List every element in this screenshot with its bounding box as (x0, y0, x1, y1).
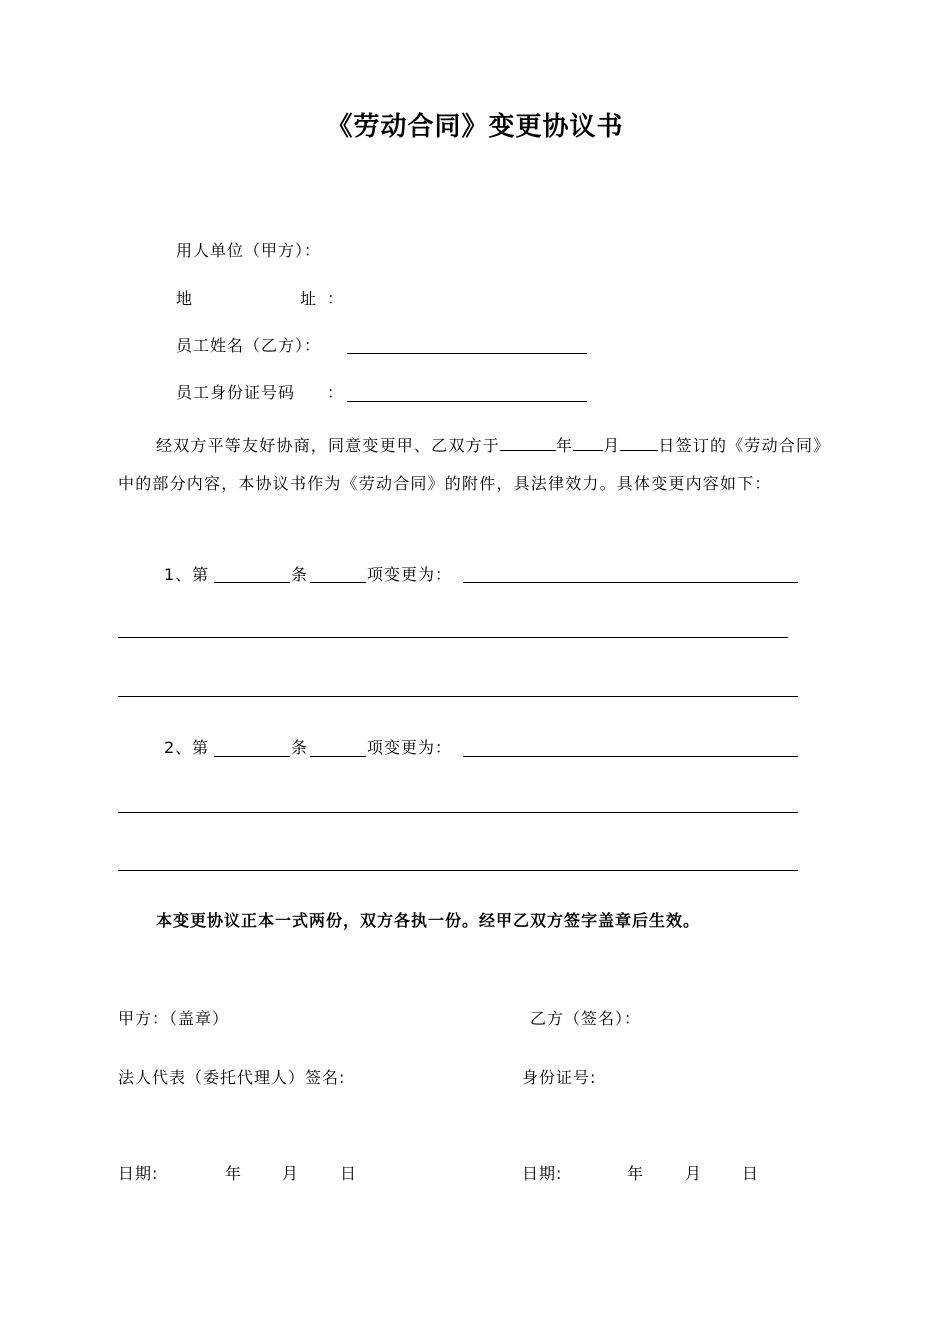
intro-year: 年 (556, 436, 574, 455)
item-2-change-line-2[interactable] (118, 812, 798, 813)
party-b-date-day: 日 (742, 1164, 760, 1183)
party-b-id-number-label: 身份证号: (522, 1068, 597, 1087)
item-2-change-line-3[interactable] (118, 870, 798, 871)
employee-id-label: 员工身份证号码 (176, 383, 296, 402)
intro-month: 月 (603, 436, 621, 455)
employee-id-colon: ： (327, 383, 345, 402)
item-1-number: 1、第 (164, 565, 210, 584)
address-label-second-char: 址 (300, 289, 318, 308)
item-1-change-line-2[interactable] (118, 637, 788, 638)
document-title: 《劳动合同》变更协议书 (326, 112, 624, 142)
party-b-signature-label: 乙方（签名）： (530, 1009, 642, 1028)
item-1-article-blank[interactable] (214, 582, 290, 583)
sign-year-blank[interactable] (500, 432, 556, 451)
party-a-date-day: 日 (340, 1164, 358, 1183)
item-2-clause-blank[interactable] (310, 756, 366, 757)
item-1-clause-label: 条 (291, 565, 309, 584)
legal-representative-label: 法人代表（委托代理人）签名: (118, 1068, 346, 1087)
item-2-number: 2、第 (164, 738, 210, 757)
intro-text-part1: 经双方平等友好协商，同意变更甲、乙双方于 (156, 436, 501, 455)
item-1-change-line-1[interactable] (463, 582, 798, 583)
item-1-change-line-3[interactable] (118, 696, 798, 697)
party-a-date-year: 年 (225, 1164, 243, 1183)
employee-name-label: 员工姓名（乙方）： (176, 336, 322, 355)
sign-day-blank[interactable] (620, 432, 658, 451)
party-b-date-year: 年 (627, 1164, 645, 1183)
party-a-seal-label: 甲方：（盖章） (118, 1009, 230, 1028)
employer-label: 用人单位（甲方）： (176, 241, 322, 260)
item-2-change-label: 项变更为： (367, 738, 453, 757)
party-a-date-month: 月 (282, 1164, 300, 1183)
sign-month-blank[interactable] (573, 432, 603, 451)
item-1-clause-blank[interactable] (310, 582, 366, 583)
address-label-first-char: 地 (176, 289, 194, 308)
item-1-change-label: 项变更为： (367, 565, 453, 584)
address-colon: ： (327, 289, 345, 308)
employee-id-blank[interactable] (347, 401, 587, 402)
party-b-date-label: 日期: (522, 1164, 563, 1183)
item-2-article-blank[interactable] (214, 756, 290, 757)
item-2-change-line-1[interactable] (463, 756, 798, 757)
employee-name-blank[interactable] (347, 353, 587, 354)
intro-paragraph (118, 427, 832, 503)
party-a-date-label: 日期: (118, 1164, 159, 1183)
party-b-date-month: 月 (685, 1164, 703, 1183)
item-2-clause-label: 条 (291, 738, 309, 757)
intro-text-part2: 日签订的《劳动合同》中的部分内容，本协议书作为《劳动合同》的附件，具法律效力。具体变更内容如下： (118, 436, 831, 493)
effectiveness-statement: 本变更协议正本一式两份，双方各执一份。经甲乙双方签字盖章后生效。 (156, 911, 701, 930)
